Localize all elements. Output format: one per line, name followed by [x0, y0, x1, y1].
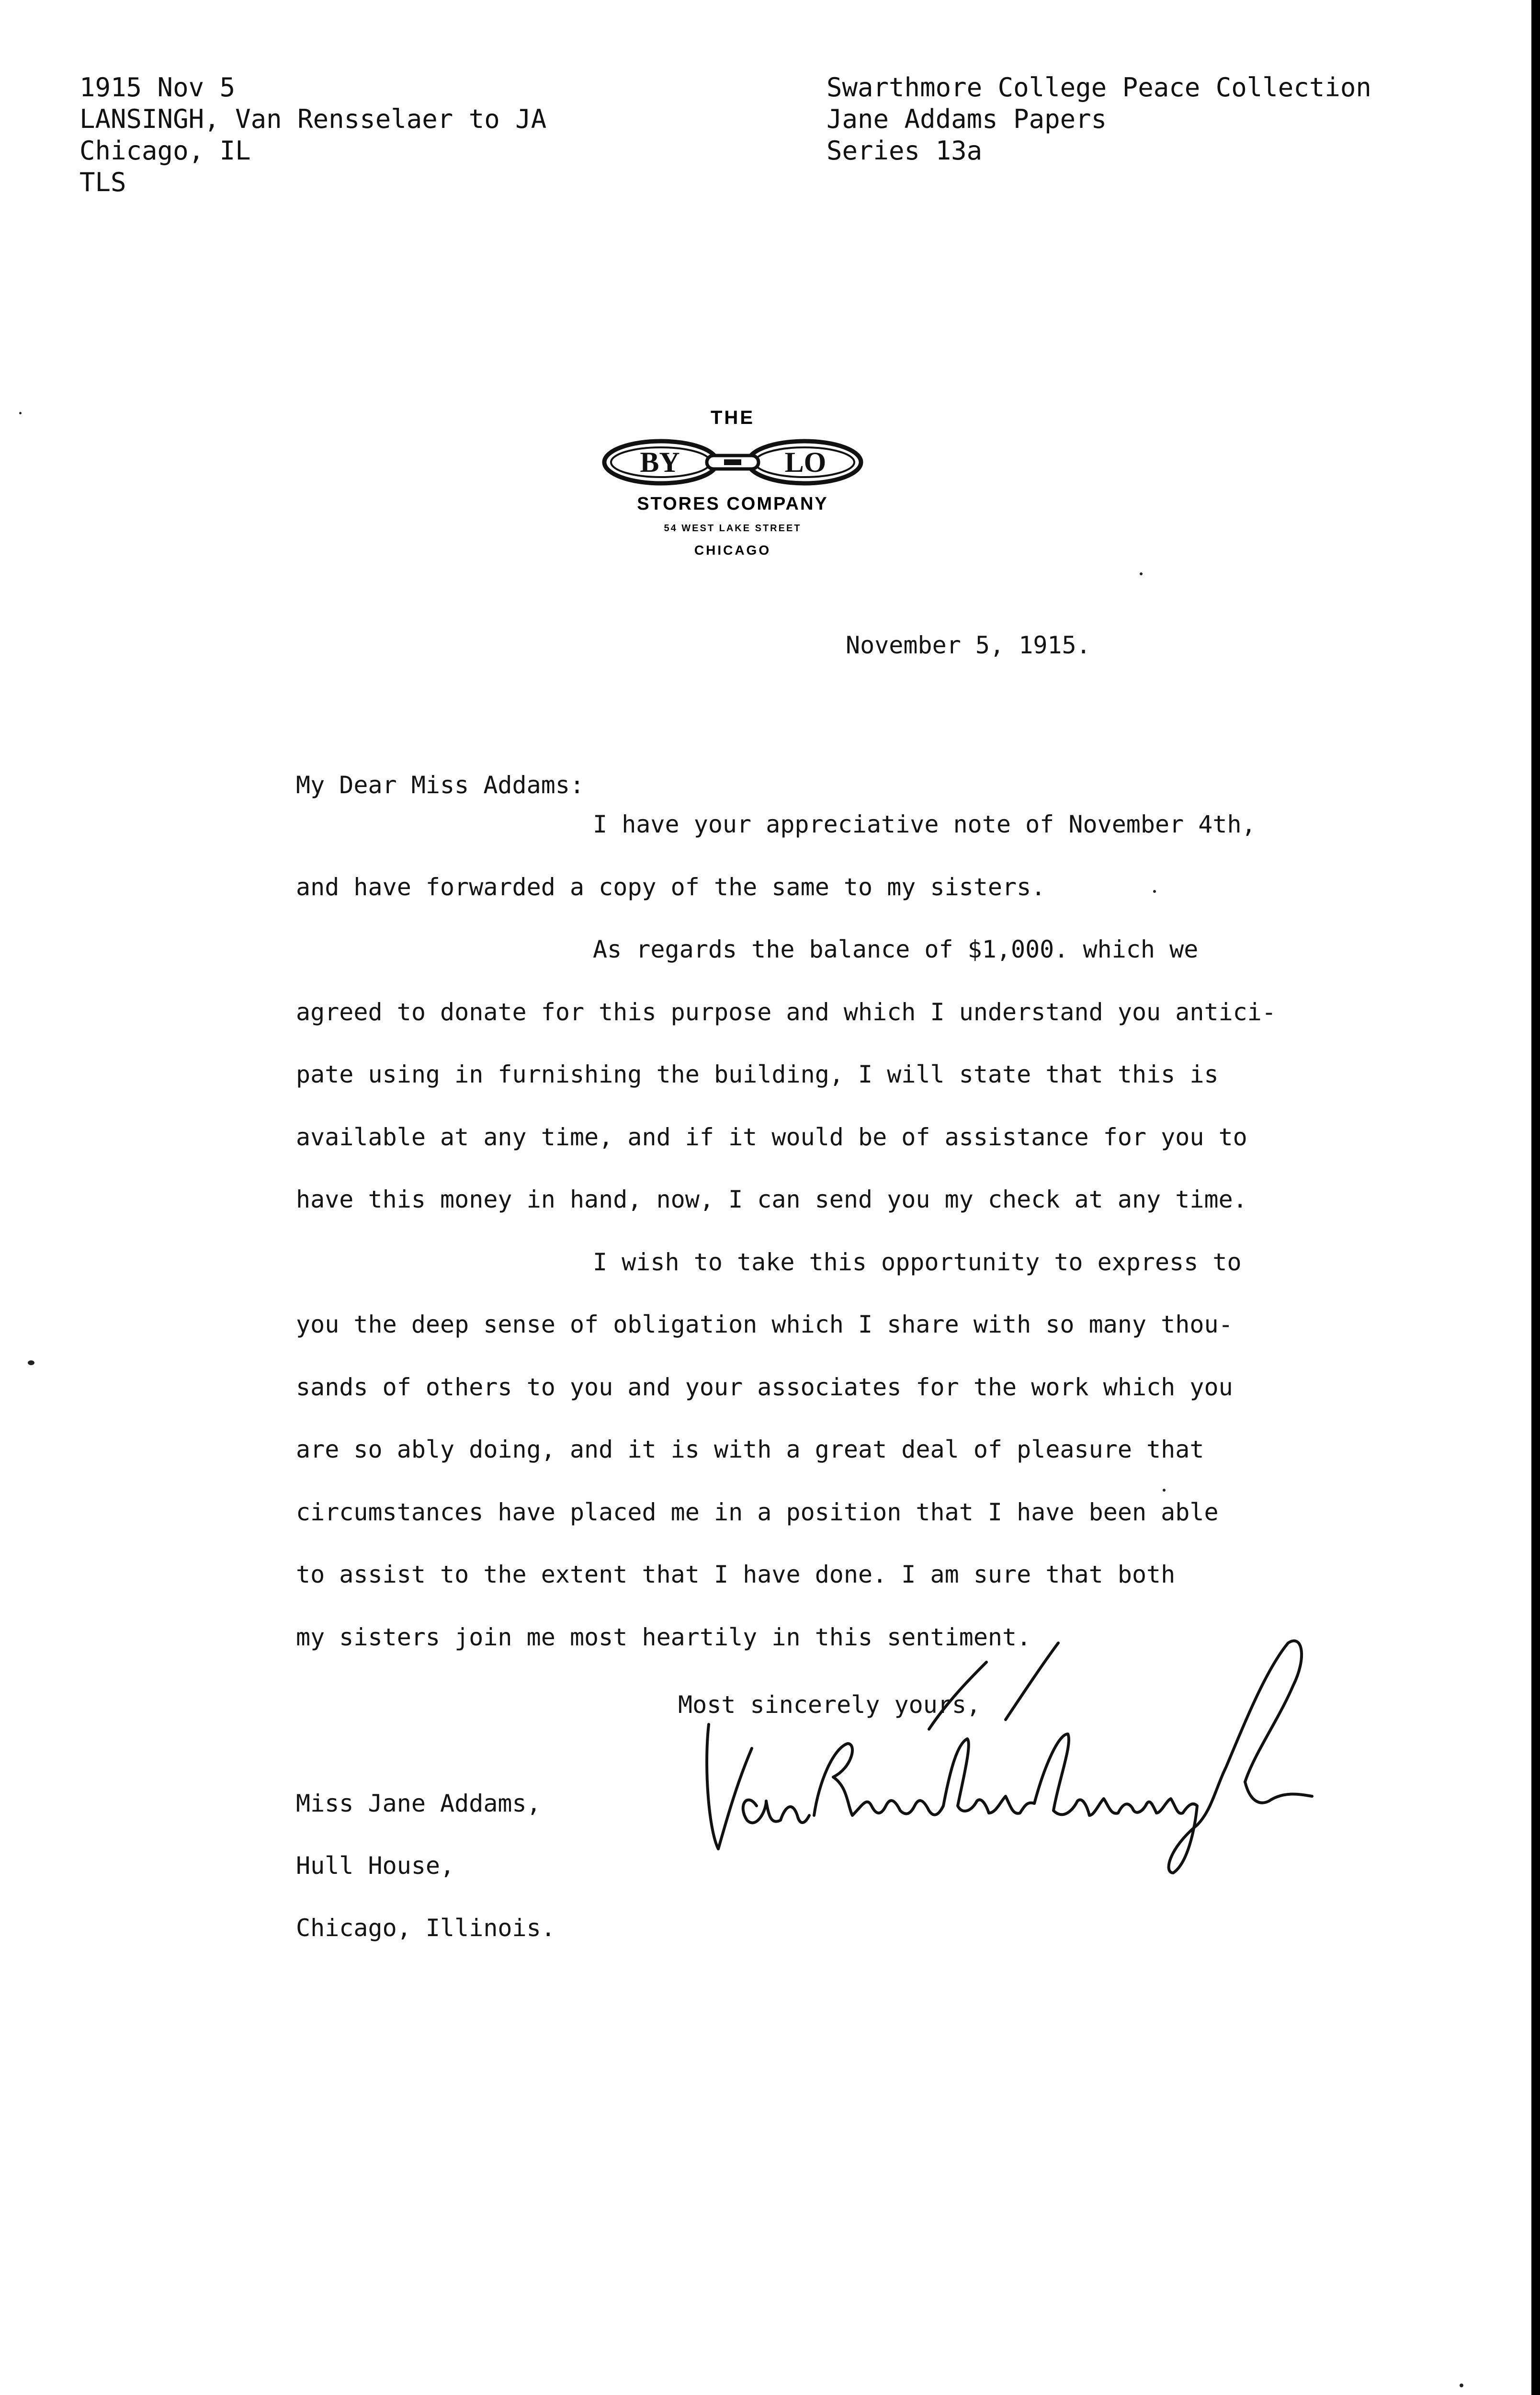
letter-body-line: I wish to take this opportunity to express to [593, 1248, 1242, 1276]
letter-salutation: My Dear Miss Addams: [296, 771, 585, 799]
letter-body-line: have this money in hand, now, I can send you my check at any time. [296, 1186, 1247, 1213]
archive-collection [827, 72, 1371, 167]
collection-name: Swarthmore College Peace Collection [827, 72, 1371, 103]
addressee-city: Chicago, Illinois. [296, 1914, 555, 1942]
letter-body-line: available at any time, and if it would be of assistance for you to [296, 1123, 1247, 1151]
archive-date: 1915 Nov 5 [79, 72, 236, 103]
letter-body-line: to assist to the extent that I have done. I am sure that both [296, 1561, 1176, 1588]
letter-body-line: I have your appreciative note of November 4th, [593, 810, 1256, 838]
addressee-block [296, 1772, 555, 1959]
collection-series: Series 13a [827, 136, 983, 166]
archive-doc-type: TLS [79, 167, 126, 197]
letterhead-address: 54 WEST LAKE STREET [664, 523, 802, 534]
scan-speck [28, 1360, 34, 1365]
letter-body-line: agreed to donate for this purpose and which I understand you antici- [296, 998, 1276, 1026]
letter-body-line: pate using in furnishing the building, I will state that this is [296, 1061, 1219, 1088]
letter-body-line: you the deep sense of obligation which I share with so many thou- [296, 1311, 1233, 1338]
collection-papers: Jane Addams Papers [827, 104, 1107, 134]
letter-body-line: and have forwarded a copy of the same to my sisters. [296, 873, 1046, 901]
scan-speck [19, 412, 22, 414]
letter-body-line: are so ably doing, and it is with a great deal of pleasure that [296, 1436, 1204, 1463]
archive-citation [79, 72, 546, 198]
letter-date: November 5, 1915. [846, 631, 1091, 659]
letter-body-line: my sisters join me most heartily in this sentiment. [296, 1623, 1031, 1651]
letter-body-line: As regards the balance of $1,000. which we [593, 935, 1199, 963]
letter-body-line: sands of others to you and your associates for the work which you [296, 1373, 1233, 1401]
scan-speck [1460, 2384, 1463, 2387]
letterhead-city: CHICAGO [694, 543, 771, 558]
addressee-org: Hull House, [296, 1852, 455, 1880]
scan-speck [1153, 890, 1156, 893]
logo-left-text: BY [640, 446, 680, 478]
scan-speck [1140, 572, 1143, 575]
logo-right-text: LO [784, 446, 827, 478]
letter-body-line: circumstances have placed me in a position that I have been able [296, 1498, 1219, 1526]
letterhead [575, 407, 891, 558]
letter-closing: Most sincerely yours, [678, 1691, 981, 1719]
letterhead-the: THE [711, 407, 755, 428]
archive-place: Chicago, IL [79, 136, 251, 166]
addressee-name: Miss Jane Addams, [296, 1790, 541, 1817]
handwritten-signature [690, 1624, 1374, 1897]
letterhead-company: STORES COMPANY [637, 494, 828, 514]
archive-correspondents: LANSINGH, Van Rensselaer to JA [79, 104, 547, 134]
scan-speck [1163, 1489, 1166, 1492]
bylo-logo [599, 434, 867, 490]
